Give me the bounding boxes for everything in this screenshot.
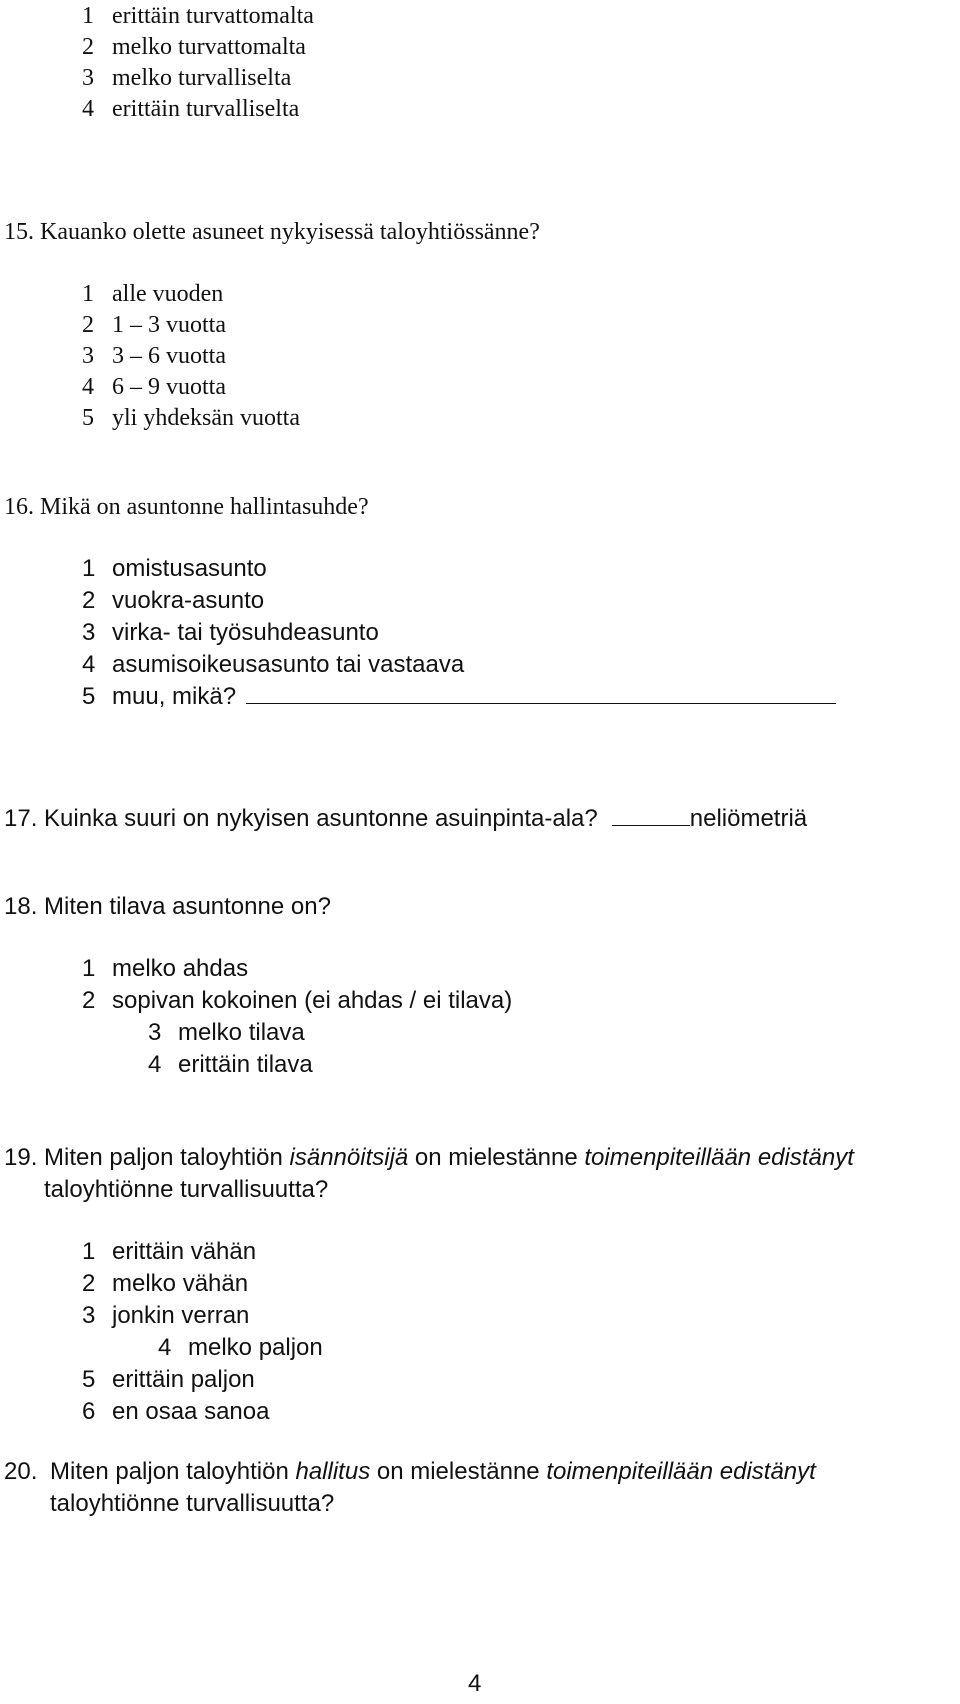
option-item: 3 3 – 6 vuotta	[82, 343, 226, 369]
option-item: 3 virka- tai työsuhdeasunto	[82, 619, 379, 646]
option-item: 1 erittäin vähän	[82, 1238, 257, 1265]
option-item: 2 sopivan kokoinen (ei ahdas / ei tilava)	[82, 987, 513, 1014]
option-item: 5 yli yhdeksän vuotta	[82, 405, 300, 431]
question-19: 19. Miten paljon taloyhtiön isännöitsijä on mielestänne toimenpiteillään edistänyt	[4, 1144, 854, 1171]
option-item: 3 melko turvalliselta	[82, 65, 292, 91]
question-15: 15. Kauanko olette asuneet nykyisessä taloyhtiössänne?	[4, 219, 540, 245]
question-19-line2: taloyhtiönne turvallisuutta?	[44, 1176, 329, 1203]
option-item: 1 melko ahdas	[82, 955, 249, 982]
question-20-line2: taloyhtiönne turvallisuutta?	[50, 1490, 335, 1517]
area-blank-line[interactable]	[612, 803, 690, 826]
option-item: 5 muu, mikä?	[82, 681, 836, 713]
option-item: 2 1 – 3 vuotta	[82, 312, 226, 338]
option-item: 2 vuokra-asunto	[82, 587, 265, 614]
question-16: 16. Mikä on asuntonne hallintasuhde?	[4, 494, 369, 520]
option-item: 4 6 – 9 vuotta	[82, 374, 226, 400]
question-18: 18. Miten tilava asuntonne on?	[4, 893, 331, 920]
question-20: 20. Miten paljon taloyhtiön hallitus on mielestänne toimenpiteillään edistänyt	[4, 1458, 816, 1485]
option-item: 6 en osaa sanoa	[82, 1398, 270, 1425]
option-item: 1 alle vuoden	[82, 281, 224, 307]
option-item: 4 asumisoikeusasunto tai vastaava	[82, 651, 465, 678]
answer-blank-line[interactable]	[246, 681, 836, 704]
option-item: 5 erittäin paljon	[82, 1366, 255, 1393]
option-item: 1 omistusasunto	[82, 555, 267, 582]
option-item: 2 melko vähän	[82, 1270, 249, 1297]
option-item: 4 erittäin tilava	[148, 1051, 313, 1078]
option-item: 4 erittäin turvalliselta	[82, 96, 300, 122]
option-item: 4 melko paljon	[158, 1334, 323, 1361]
option-item: 3 melko tilava	[148, 1019, 305, 1046]
option-item: 3 jonkin verran	[82, 1302, 250, 1329]
option-item: 2 melko turvattomalta	[82, 34, 306, 60]
question-17: 17. Kuinka suuri on nykyisen asuntonne asuinpinta-ala? neliömetriä	[4, 805, 808, 832]
page-number: 4	[468, 1670, 482, 1697]
option-item: 1 erittäin turvattomalta	[82, 3, 314, 29]
